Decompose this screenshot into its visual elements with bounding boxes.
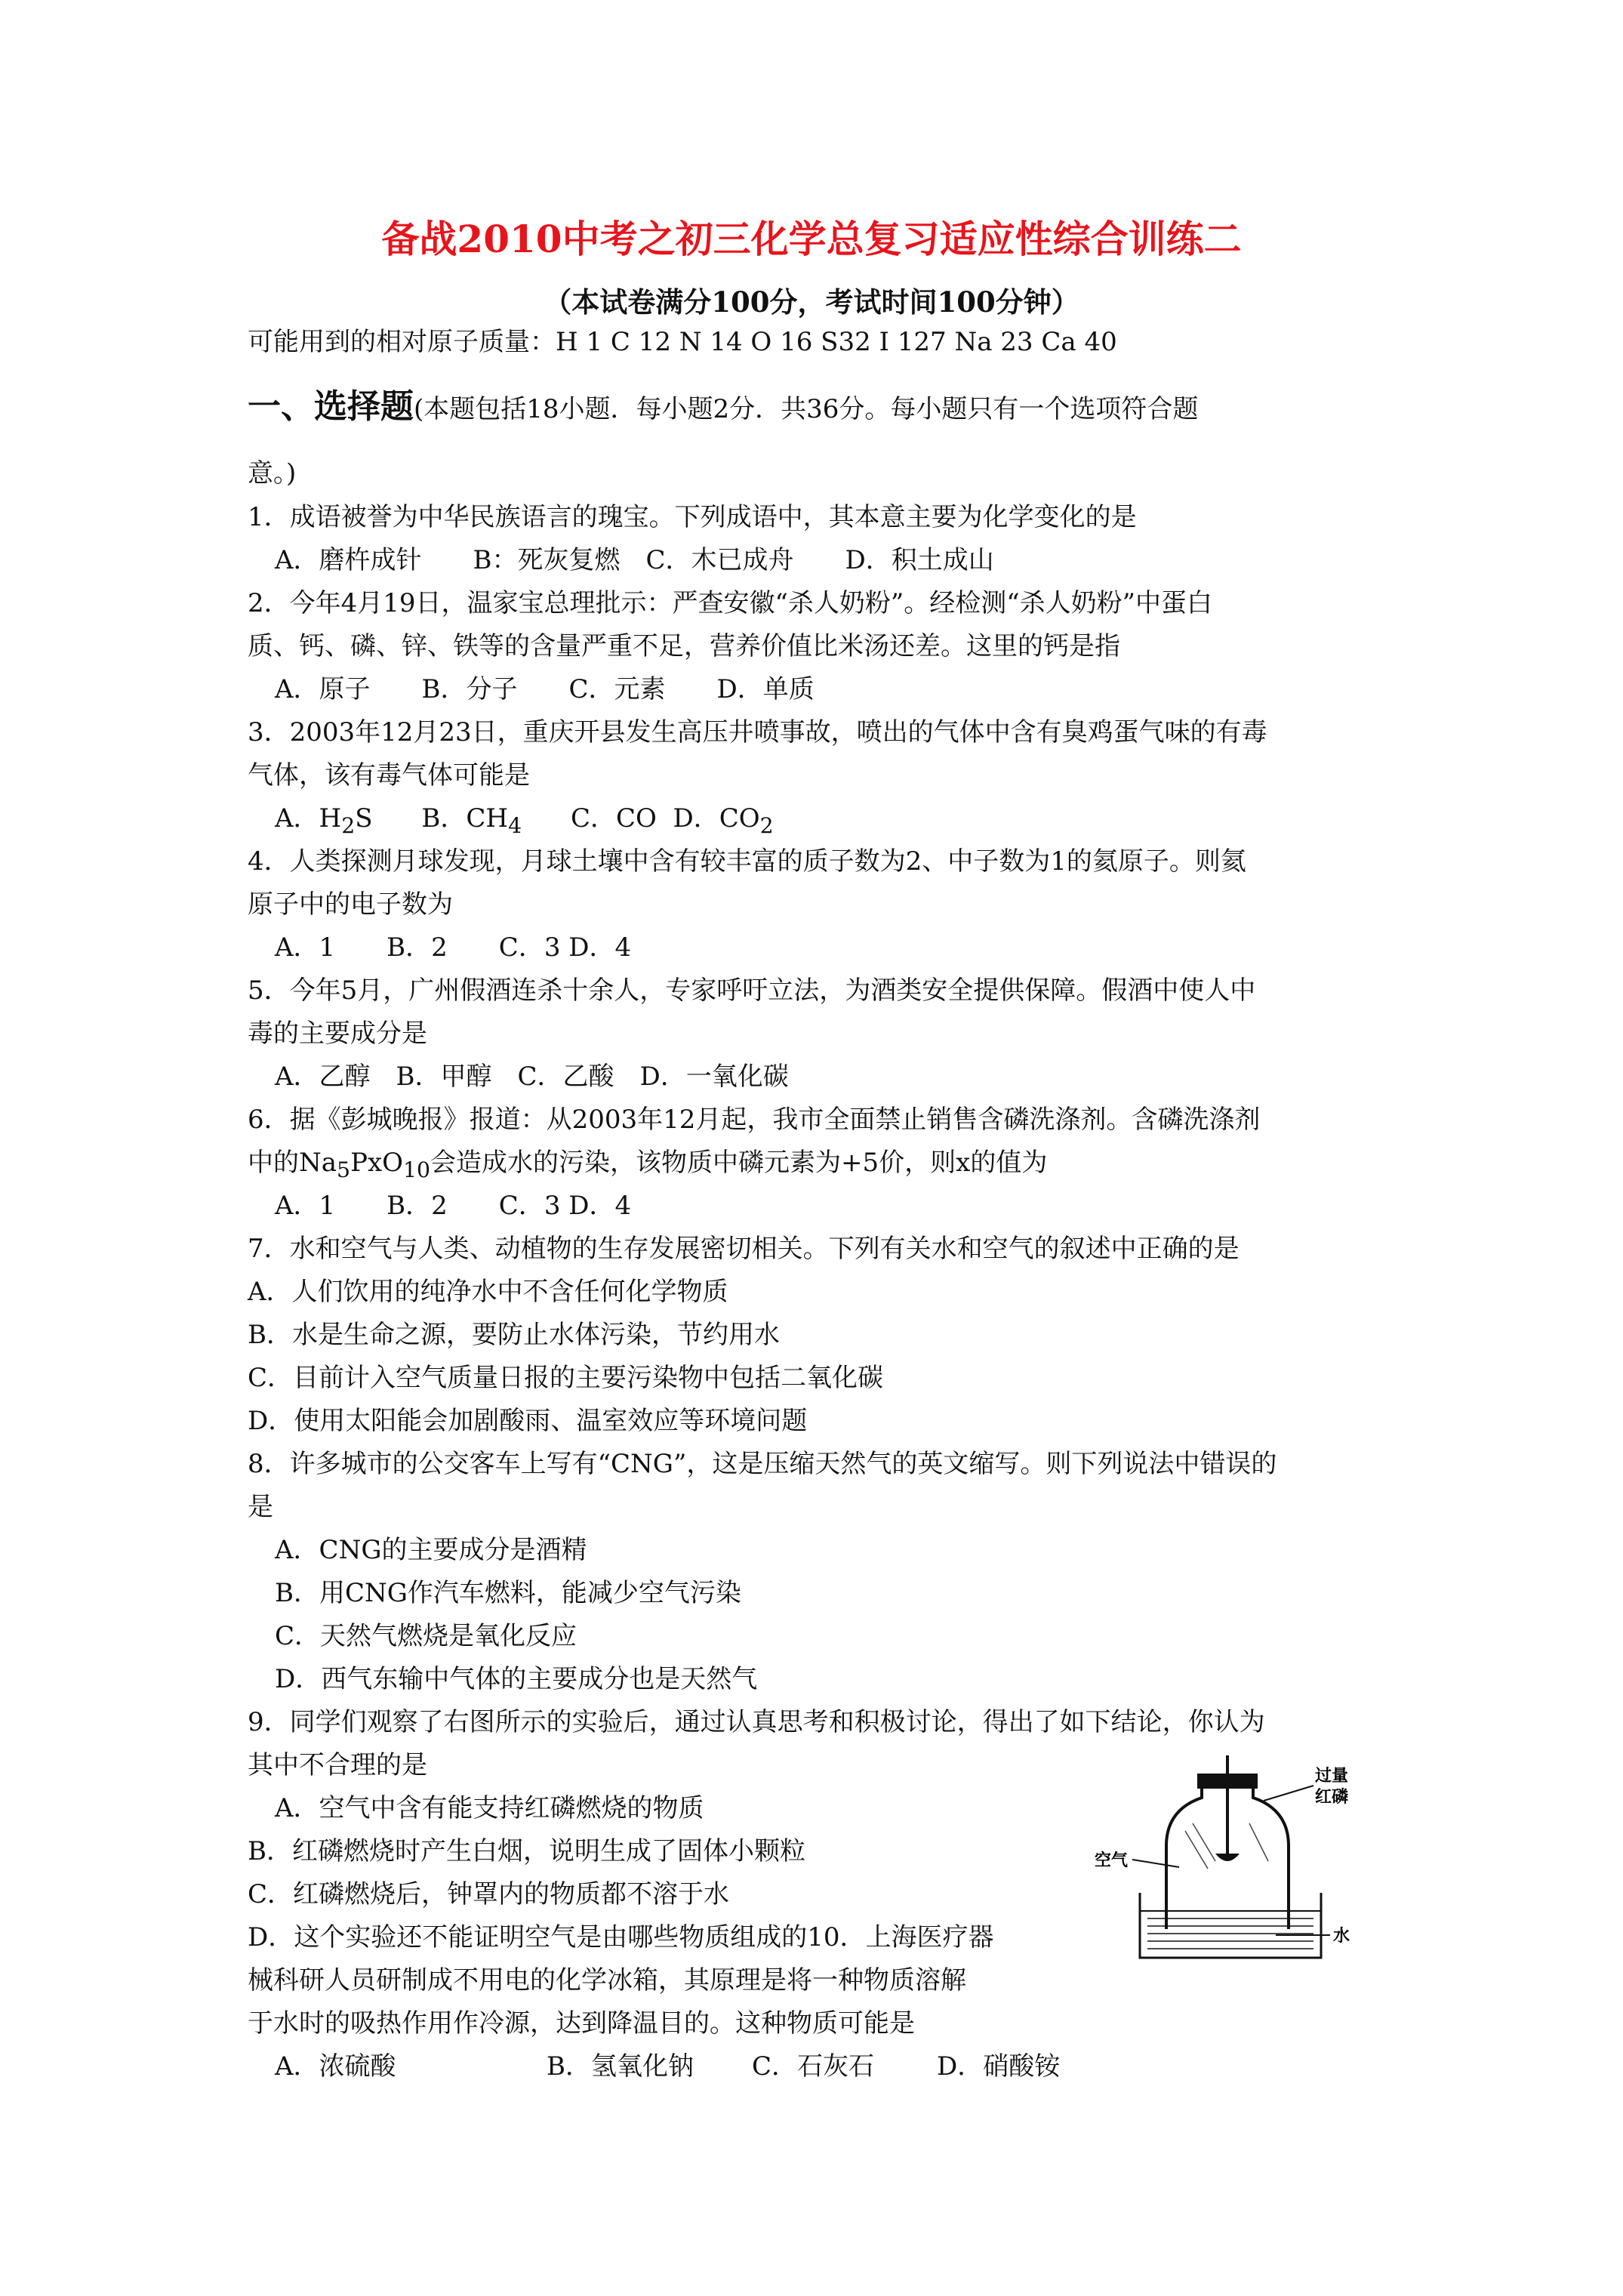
q3-option-a: A．$H_2S$ <box>275 803 373 838</box>
q9-stem-1: 9．同学们观察了右图所示的实验后，通过认真思考和积极讨论，得出了如下结论，你认为 <box>248 1707 1265 1737</box>
bell-jar-diagram <box>1095 1755 1366 1974</box>
leader-line-redp <box>1264 1786 1313 1801</box>
q6-stem-1: 6．据《彭城晚报》报道：从2003年12月起，我市全面禁止销售含磷洗涤剂。含磷洗涤剂 <box>248 1105 1261 1135</box>
q4-options: A．1 B．2 C．3 D．4 <box>275 932 632 963</box>
q10-option-c: C．石灰石 <box>752 2051 875 2082</box>
leader-line-air <box>1132 1860 1179 1867</box>
q6-options: A．1 B．2 C．3 D．4 <box>275 1191 632 1221</box>
q8-stem-1: 8．许多城市的公交客车上写有“CNG”，这是压缩天然气的英文缩写。则下列说法中错误的 <box>248 1449 1277 1479</box>
q4-stem-1: 4．人类探测月球发现，月球土壤中含有较丰富的质子数为2、中子数为1的氦原子。则氦 <box>248 846 1246 877</box>
q9-option-a: A．空气中含有能支持红磷燃烧的物质 <box>275 1793 704 1823</box>
q10-stem-1: 械科研人员研制成不用电的化学冰箱，其原理是将一种物质溶解 <box>248 1965 966 1996</box>
q6-stem-2: 中的$Na_5PxO_{10}$会造成水的污染，该物质中磷元素为+5价，则x的值为 <box>248 1148 1048 1182</box>
q3-option-d: D．$CO_2$ <box>673 803 774 838</box>
q7-option-c: C．目前计入空气质量日报的主要污染物中包括二氧化碳 <box>248 1363 884 1393</box>
bell-jar-experiment-figure <box>1095 1755 1366 1974</box>
q8-option-d: D．西气东输中气体的主要成分也是天然气 <box>275 1664 758 1694</box>
page-title: 备战2010中考之初三化学总复习适应性综合训练二 <box>381 217 1242 261</box>
q7-option-a: A．人们饮用的纯净水中不含任何化学物质 <box>248 1277 728 1307</box>
q9-stem-2: 其中不合理的是 <box>248 1750 427 1780</box>
q10-stem-2: 于水时的吸热作用作冷源，达到降温目的。这种物质可能是 <box>248 2008 915 2039</box>
exam-subtitle: （本试卷满分100分，考试时间100分钟） <box>544 285 1079 319</box>
q2-stem-1: 2．今年4月19日，温家宝总理批示：严查安徽“杀人奶粉”。经检测“杀人奶粉”中蛋白 <box>248 588 1213 618</box>
label-excess: 过量 <box>1315 1767 1349 1786</box>
q8-option-c: C．天然气燃烧是氧化反应 <box>275 1621 577 1651</box>
q10-option-a: A．浓硫酸 <box>275 2051 396 2082</box>
q2-stem-2: 质、钙、磷、锌、铁等的含量严重不足，营养价值比米汤还差。这里的钙是指 <box>248 631 1120 661</box>
q3-stem-1: 3．2003年12月23日，重庆开县发生高压井喷事故，喷出的气体中含有臭鸡蛋气味的有毒 <box>248 717 1267 747</box>
label-red-phosphorus: 红磷 <box>1315 1788 1349 1807</box>
q7-option-d: D．使用太阳能会加剧酸雨、温室效应等环境问题 <box>248 1406 808 1436</box>
q8-stem-2: 是 <box>248 1492 273 1522</box>
q5-options: A．乙醇 B．甲醇 C．乙酸 D．一氧化碳 <box>275 1062 789 1092</box>
q1-stem: 1．成语被誉为中华民族语言的瑰宝。下列成语中，其本意主要为化学变化的是 <box>248 502 1137 532</box>
q1-options: A．磨杵成针 B：死灰复燃 C．木已成舟 D．积土成山 <box>275 545 994 575</box>
q8-option-a: A．CNG的主要成分是酒精 <box>275 1535 587 1565</box>
section1-header <box>248 385 1198 431</box>
q5-stem-1: 5．今年5月，广州假酒连杀十余人，专家呼吁立法，为酒类安全提供保障。假酒中使人中 <box>248 975 1256 1006</box>
q4-stem-2: 原子中的电子数为 <box>248 889 453 920</box>
q9-option-c: C．红磷燃烧后，钟罩内的物质都不溶于水 <box>248 1879 730 1909</box>
q2-options: A．原子 B．分子 C．元素 D．单质 <box>275 674 815 704</box>
q5-stem-2: 毒的主要成分是 <box>248 1019 427 1049</box>
combustion-spoon <box>1215 1854 1240 1861</box>
q7-stem: 7．水和空气与人类、动植物的生存发展密切相关。下列有关水和空气的叙述中正确的是 <box>248 1234 1240 1264</box>
q7-option-b: B．水是生命之源，要防止水体污染，节约用水 <box>248 1320 780 1350</box>
atomic-masses-line: 可能用到的相对原子质量：H 1 C 12 N 14 O 16 S32 I 127 Na 23 Ca 40 <box>248 327 1117 357</box>
q3-option-c: C．CO <box>570 803 657 834</box>
q10-option-d: D．硝酸铵 <box>937 2051 1061 2082</box>
q9-option-d: D．这个实验还不能证明空气是由哪些物质组成的10．上海医疗器 <box>248 1922 994 1952</box>
q3-options <box>275 800 774 845</box>
q10-option-b: B．氢氧化钠 <box>547 2051 694 2082</box>
q8-option-b: B．用CNG作汽车燃料，能减少空气污染 <box>275 1578 741 1608</box>
section1-note-cont: 意。) <box>248 458 297 488</box>
q3-option-b: B．$CH_4$ <box>421 803 522 838</box>
section1-heading: 一、选择题 <box>248 387 414 426</box>
label-water: 水 <box>1333 1927 1350 1946</box>
section1-note: (本题包括18小题．每小题2分．共36分。每小题只有一个选项符合题 <box>414 394 1199 424</box>
q3-stem-2: 气体，该有毒气体可能是 <box>248 760 530 791</box>
q9-option-b: B．红磷燃烧时产生白烟，说明生成了固体小颗粒 <box>248 1836 805 1866</box>
q10-options <box>275 2048 1060 2085</box>
label-air: 空气 <box>1095 1851 1129 1870</box>
